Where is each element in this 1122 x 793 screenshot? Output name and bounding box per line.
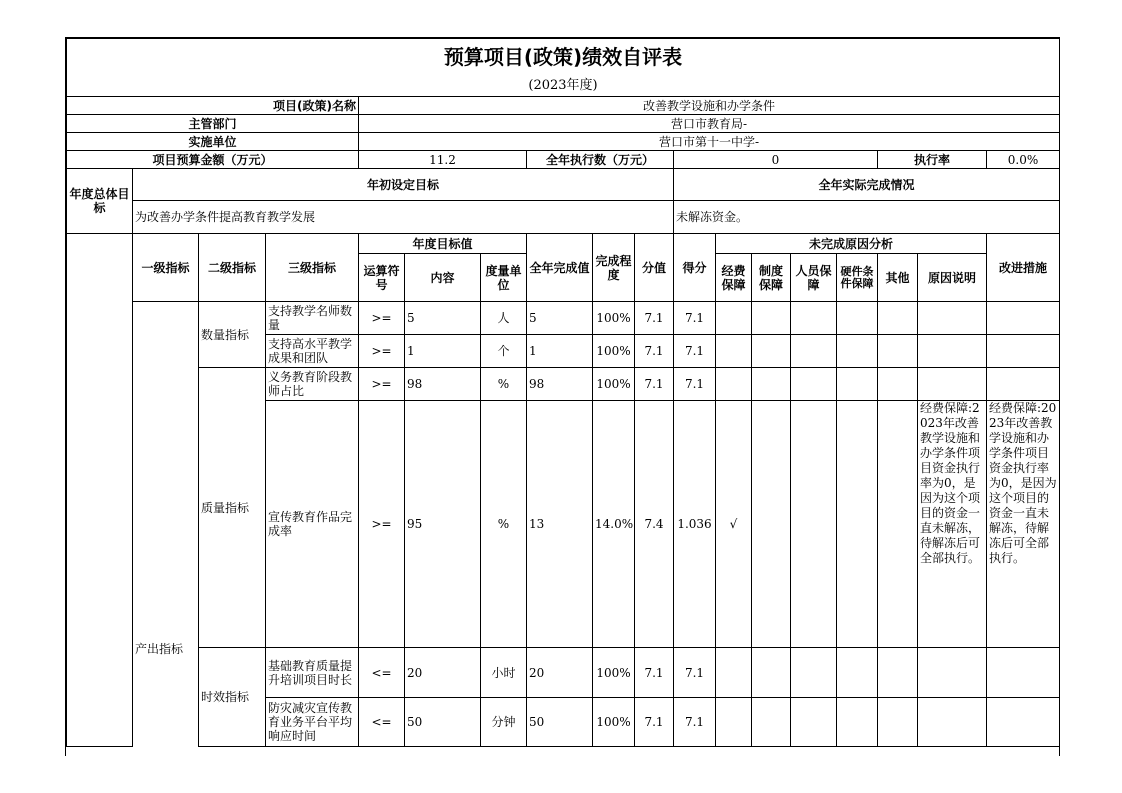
- row-5-personnel: [791, 648, 837, 698]
- row-6-improve: [987, 698, 1060, 747]
- row-6-personnel: [791, 698, 837, 747]
- actual-goal-text: 未解冻资金。: [674, 201, 1060, 234]
- row-6-degree: 100%: [593, 698, 635, 747]
- row-4-reason: 经费保障:2023年改善教学设施和办学条件项目资金执行率为0，是因为这个项目的资金一直未解冻，待解冻后可全部执行。: [918, 401, 987, 648]
- degree-header: 完成程度: [593, 234, 635, 302]
- group-quality: 质量指标: [199, 368, 266, 648]
- row-1-l3: 支持教学名师数量: [266, 302, 359, 335]
- row-2-hardware: [837, 335, 878, 368]
- row-4-content: 95: [405, 401, 481, 648]
- row-2-weight: 7.1: [635, 335, 674, 368]
- row-4-op: >=: [359, 401, 405, 648]
- row-4-hardware: [837, 401, 878, 648]
- unit-label: 实施单位: [67, 133, 359, 151]
- level3-header: 三级指标: [266, 234, 359, 302]
- row-6-l3: 防灾减灾宣传教育业务平台平均响应时间: [266, 698, 359, 747]
- row-6-hardware: [837, 698, 878, 747]
- row-5-reason: [918, 648, 987, 698]
- row-5-l3: 基础教育质量提升培训项目时长: [266, 648, 359, 698]
- hardware-header: 硬件条件保障: [837, 254, 878, 302]
- page-title: 预算项目(政策)绩效自评表: [67, 39, 1060, 76]
- row-6-content: 50: [405, 698, 481, 747]
- row-5-improve: [987, 648, 1060, 698]
- dept-label: 主管部门: [67, 115, 359, 133]
- row-5-other: [878, 648, 918, 698]
- row-4-score: 1.036: [674, 401, 716, 648]
- row-1-personnel: [791, 302, 837, 335]
- row-5-score: 7.1: [674, 648, 716, 698]
- personnel-header: 人员保障: [791, 254, 837, 302]
- row-4-personnel: [791, 401, 837, 648]
- row-4-l3: 宣传教育作品完成率: [266, 401, 359, 648]
- row-4-other: [878, 401, 918, 648]
- row-5-op: <=: [359, 648, 405, 698]
- row-2-score: 7.1: [674, 335, 716, 368]
- row-6-reason: [918, 698, 987, 747]
- row-3-score: 7.1: [674, 368, 716, 401]
- system-header: 制度保障: [752, 254, 791, 302]
- indicator-side-cell: [67, 234, 133, 747]
- row-3-personnel: [791, 368, 837, 401]
- row-1-reason: [918, 302, 987, 335]
- row-6-funding: [716, 698, 752, 747]
- evaluation-sheet: [65, 37, 1060, 756]
- row-6-weight: 7.1: [635, 698, 674, 747]
- row-1-improve: [987, 302, 1060, 335]
- row-1-degree: 100%: [593, 302, 635, 335]
- score-header: 得分: [674, 234, 716, 302]
- row-5-hardware: [837, 648, 878, 698]
- output-indicator-label: 产出指标: [135, 642, 184, 656]
- row-1-weight: 7.1: [635, 302, 674, 335]
- budget-label: 项目预算金额（万元）: [67, 151, 359, 169]
- row-6-other: [878, 698, 918, 747]
- unit-header: 度量单位: [481, 254, 527, 302]
- budget-value: 11.2: [359, 151, 527, 169]
- row-6-unit: 分钟: [481, 698, 527, 747]
- actual-goal-header: 全年实际完成情况: [674, 169, 1060, 201]
- row-3-funding: [716, 368, 752, 401]
- row-5-system: [752, 648, 791, 698]
- row-1-content: 5: [405, 302, 481, 335]
- initial-goal-header: 年初设定目标: [133, 169, 674, 201]
- level1-header: 一级指标: [133, 234, 199, 302]
- initial-goal-text: 为改善办学条件提高教育教学发展: [133, 201, 674, 234]
- row-3-unit: %: [481, 368, 527, 401]
- content-header: 内容: [405, 254, 481, 302]
- row-2-system: [752, 335, 791, 368]
- row-6-score: 7.1: [674, 698, 716, 747]
- row-3-op: >=: [359, 368, 405, 401]
- row-3-improve: [987, 368, 1060, 401]
- level2-header: 二级指标: [199, 234, 266, 302]
- row-5-content: 20: [405, 648, 481, 698]
- row-6-system: [752, 698, 791, 747]
- row-1-score: 7.1: [674, 302, 716, 335]
- row-4-weight: 7.4: [635, 401, 674, 648]
- row-5-funding: [716, 648, 752, 698]
- row-2-reason: [918, 335, 987, 368]
- row-1-system: [752, 302, 791, 335]
- group-timeliness: 时效指标: [199, 648, 266, 747]
- row-2-content: 1: [405, 335, 481, 368]
- funding-header: 经费保障: [716, 254, 752, 302]
- row-5-unit: 小时: [481, 648, 527, 698]
- row-5-done: 20: [527, 648, 593, 698]
- row-6-op: <=: [359, 698, 405, 747]
- row-5-degree: 100%: [593, 648, 635, 698]
- rate-value: 0.0%: [987, 151, 1060, 169]
- report-year: (2023年度): [67, 76, 1060, 97]
- operator-header: 运算符号: [359, 254, 405, 302]
- other-header: 其他: [878, 254, 918, 302]
- completed-header: 全年完成值: [527, 234, 593, 302]
- unit-value: 营口市第十一中学-: [359, 133, 1060, 151]
- row-4-degree: 14.0%: [593, 401, 635, 648]
- row-2-op: >=: [359, 335, 405, 368]
- row-1-hardware: [837, 302, 878, 335]
- reason-header: 原因说明: [918, 254, 987, 302]
- row-1-funding: [716, 302, 752, 335]
- row-6-done: 50: [527, 698, 593, 747]
- row-2-done: 1: [527, 335, 593, 368]
- dept-value: 营口市教育局-: [359, 115, 1060, 133]
- row-2-degree: 100%: [593, 335, 635, 368]
- row-4-improve: 经费保障:2023年改善教学设施和办学条件项目资金执行率为0，是因为这个项目的资金一直未解冻，待解冻后可全部执行。: [987, 401, 1060, 648]
- row-1-op: >=: [359, 302, 405, 335]
- improvement-header: 改进措施: [987, 234, 1060, 302]
- row-4-system: [752, 401, 791, 648]
- evaluation-table: [66, 38, 1060, 747]
- exec-value: 0: [674, 151, 878, 169]
- row-2-funding: [716, 335, 752, 368]
- row-5-weight: 7.1: [635, 648, 674, 698]
- row-4-funding: √: [716, 401, 752, 648]
- row-1-other: [878, 302, 918, 335]
- group-quantity: 数量指标: [199, 302, 266, 368]
- weight-header: 分值: [635, 234, 674, 302]
- row-3-hardware: [837, 368, 878, 401]
- project-name-value: 改善教学设施和办学条件: [359, 97, 1060, 115]
- row-3-system: [752, 368, 791, 401]
- project-name-label: 项目(政策)名称: [67, 97, 359, 115]
- row-3-reason: [918, 368, 987, 401]
- row-2-improve: [987, 335, 1060, 368]
- row-2-l3: 支持高水平教学成果和团队: [266, 335, 359, 368]
- row-3-weight: 7.1: [635, 368, 674, 401]
- annual-goal-label: 年度总体目标: [67, 169, 133, 234]
- row-1-done: 5: [527, 302, 593, 335]
- rate-label: 执行率: [878, 151, 987, 169]
- row-2-personnel: [791, 335, 837, 368]
- row-3-other: [878, 368, 918, 401]
- row-4-done: 13: [527, 401, 593, 648]
- row-3-done: 98: [527, 368, 593, 401]
- row-3-l3: 义务教育阶段教师占比: [266, 368, 359, 401]
- row-2-other: [878, 335, 918, 368]
- row-2-unit: 个: [481, 335, 527, 368]
- exec-label: 全年执行数（万元）: [527, 151, 674, 169]
- row-3-content: 98: [405, 368, 481, 401]
- output-indicator-cell: [133, 302, 199, 747]
- row-1-unit: 人: [481, 302, 527, 335]
- row-3-degree: 100%: [593, 368, 635, 401]
- reason-analysis-header: 未完成原因分析: [716, 234, 987, 254]
- annual-target-header: 年度目标值: [359, 234, 527, 254]
- row-4-unit: %: [481, 401, 527, 648]
